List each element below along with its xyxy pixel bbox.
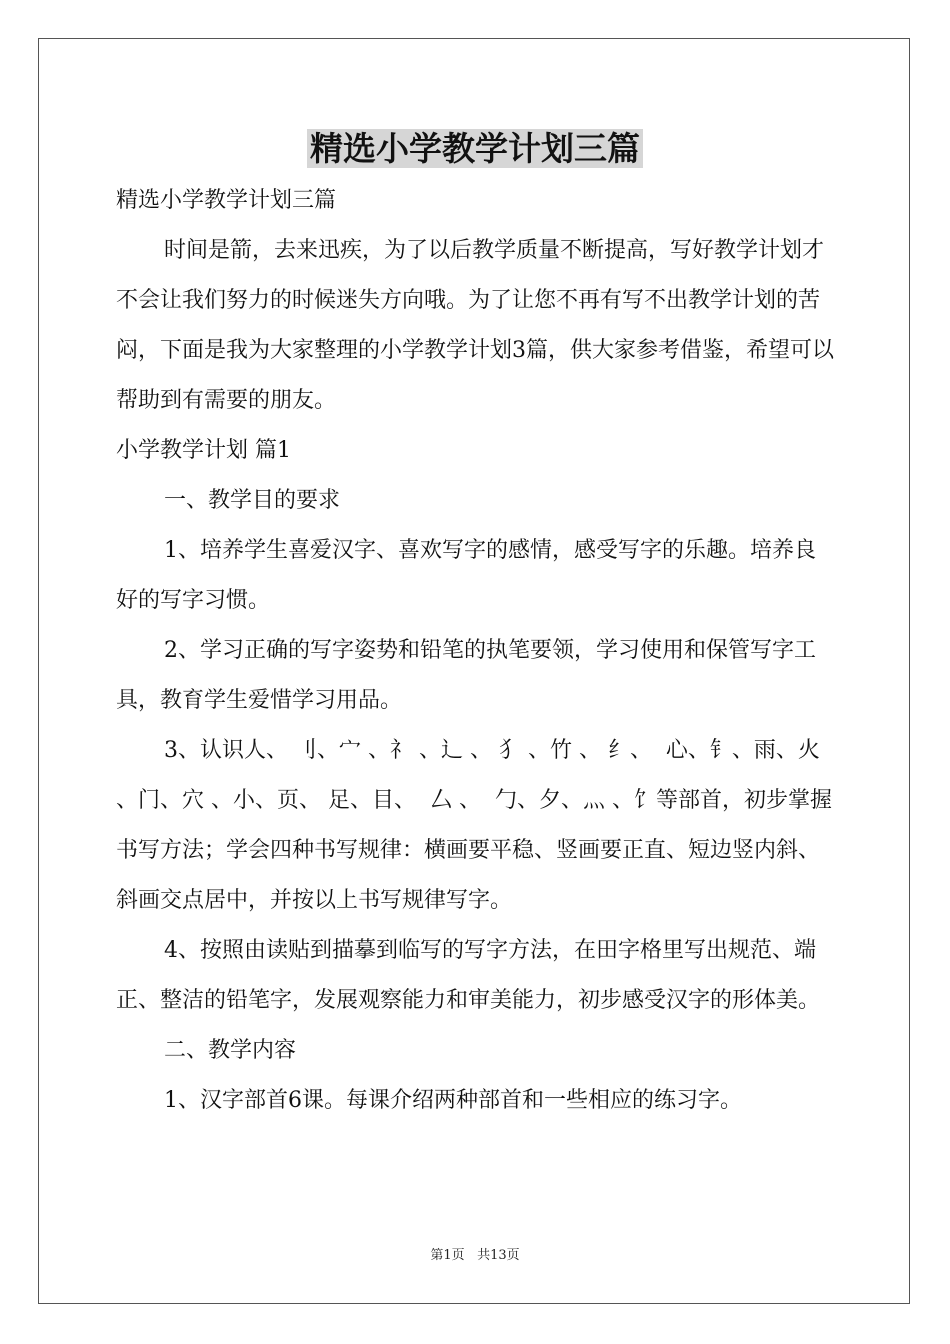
document-body <box>116 176 836 1126</box>
part2-heading: 二、教学内容 <box>164 1038 297 1063</box>
page-footer <box>0 1246 950 1266</box>
section-heading: 小学教学计划 篇1 <box>116 438 291 463</box>
part1-heading: 一、教学目的要求 <box>164 488 341 513</box>
requirement-item-2: 2、学习正确的写字姿势和铅笔的执笔要领，学习使用和保管写字工具，教育学生爱惜学习用品。 <box>116 638 816 713</box>
document-title <box>0 126 950 172</box>
subtitle-line: 精选小学教学计划三篇 <box>116 188 337 213</box>
intro-paragraph: 时间是箭，去来迅疾，为了以后教学质量不断提高，写好教学计划才不会让我们努力的时候迷失方向哦。为了让您不再有写不出教学计划的苦闷，下面是我为大家整理的小学教学计划3篇，供大家参考借鉴，希望可以帮助到有需要的朋友。 <box>116 238 834 413</box>
page-number: 第1页 <box>430 1248 465 1263</box>
requirement-item-3: 3、认识人、 刂、宀 、礻 、辶 、 犭 、竹 、 纟、 心、钅、雨、火 、门、穴 、小、页、 足、目、 厶 、 勹、夕、灬 、饣等部首，初步掌握书写方法；学会四种书写规律：横画要平稳、竖画要正直、短边竖内斜、斜画交点居中，并按以上书写规律写字。 <box>116 738 832 913</box>
requirement-item-4: 4、按照由读贴到描摹到临写的写字方法，在田字格里写出规范、端正、整洁的铅笔字，发展观察能力和审美能力，初步感受汉字的形体美。 <box>116 938 821 1013</box>
requirement-item-1: 1、培养学生喜爱汉字、喜欢写字的感情，感受写字的乐趣。培养良好的写字习惯。 <box>116 538 816 613</box>
content-item-1: 1、汉字部首6课。每课介绍两种部首和一些相应的练习字。 <box>164 1088 742 1113</box>
document-title-text: 精选小学教学计划三篇 <box>307 129 643 168</box>
page-total: 共13页 <box>477 1248 520 1263</box>
